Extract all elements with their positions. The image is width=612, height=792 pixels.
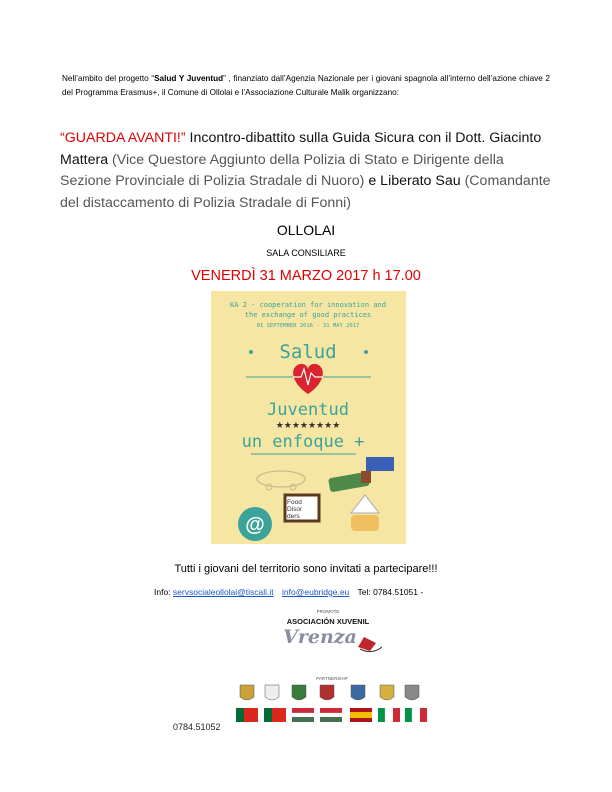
poster-line-3: 01 SEPTEMBER 2016 - 31 MAY 2017 [256, 323, 360, 329]
italy-flag-icon [405, 708, 427, 722]
intro-text-1: Nell’ambito del progetto “ [62, 74, 155, 83]
poster-line-1: KA 2 - cooperation for innovation and [230, 301, 386, 309]
hungary-flag-icon [320, 708, 342, 722]
italy-flag-icon [378, 708, 400, 722]
contact-info: Info: servsocialeollolai@tiscali.it info@eubridge.eu Tel: 0784.51051 - [154, 587, 424, 597]
coat-of-arms-row [240, 685, 419, 700]
intro-paragraph [62, 72, 550, 100]
place-name: OLLOLAI [276, 222, 336, 238]
email-link-1[interactable]: servsocialeollolai@tiscali.it [172, 587, 274, 597]
org-promote-label: PROMOTE [316, 609, 340, 614]
spain-flag-icon [350, 708, 372, 722]
poster-line-2: the exchange of good practices [244, 311, 372, 319]
flag-row [236, 708, 427, 722]
svg-text:@: @ [245, 514, 265, 536]
org-logo-text: Vrenza [283, 626, 357, 648]
email-link-2[interactable]: info@eubridge.eu [282, 587, 350, 597]
headline-role-1: (Vice Questore Aggiunto della Polizia di Stato e Dirigente della Sezione Provinciale di Polizia Stradale di Nuoro) [60, 151, 504, 189]
partners-label: PARTNERSHIP [316, 676, 348, 681]
headline-role-2: (Comandante del distaccamento di Polizia Stradale di Fonni) [60, 173, 551, 211]
project-name: Salud Y Juventud [154, 74, 224, 83]
poster-food-1: Food [287, 499, 302, 506]
poster-food-3: ders [287, 513, 300, 520]
event-date: VENERDÌ 31 MARZO 2017 h 17.00 [191, 268, 421, 284]
org-name: ASOCIACIÓN XUVENIL [286, 617, 370, 626]
invitation-text: Tutti i giovani del territorio sono invitati a partecipare!!! [174, 563, 438, 575]
headline-text-1: Incontro-dibattito sulla Guida Sicura con il Dott. Giacinto Mattera [60, 130, 542, 168]
contact-phone: Tel: 0784.51051 - [357, 587, 424, 597]
info-label: Info [154, 587, 169, 597]
poster-graphic [211, 291, 406, 544]
hungary-flag-icon [292, 708, 314, 722]
project-poster [211, 291, 406, 544]
intro-text-2: ” , finanziato dall’Agenzia Nazionale per i giovani spagnola all’interno dell’azione chiave 2 del Programma Erasmus+, il Comune di Ollolai e l’Associazione Culturale Malik organizzano: [62, 74, 550, 97]
portugal-flag-icon [236, 708, 258, 722]
social-badge-icon [366, 457, 394, 471]
poster-stars: ★★★★★★★★ [275, 420, 341, 430]
poster-salud: Salud [279, 341, 337, 363]
poster-food-2: Disor [287, 506, 303, 513]
footer-phone: 0784.51052 [173, 722, 221, 732]
poster-juventud: Juventud [267, 400, 349, 420]
poster-enfoque: un enfoque + [241, 432, 365, 452]
partners-strip [0, 676, 612, 736]
hall-name: SALA CONSILIARE [266, 248, 346, 258]
headline-text-2: e Liberato Sau [364, 173, 465, 189]
event-headline [60, 128, 554, 214]
portugal-flag-icon [264, 708, 286, 722]
organizer-logo [268, 607, 388, 662]
event-title: “GUARDA AVANTI!” [60, 130, 186, 146]
